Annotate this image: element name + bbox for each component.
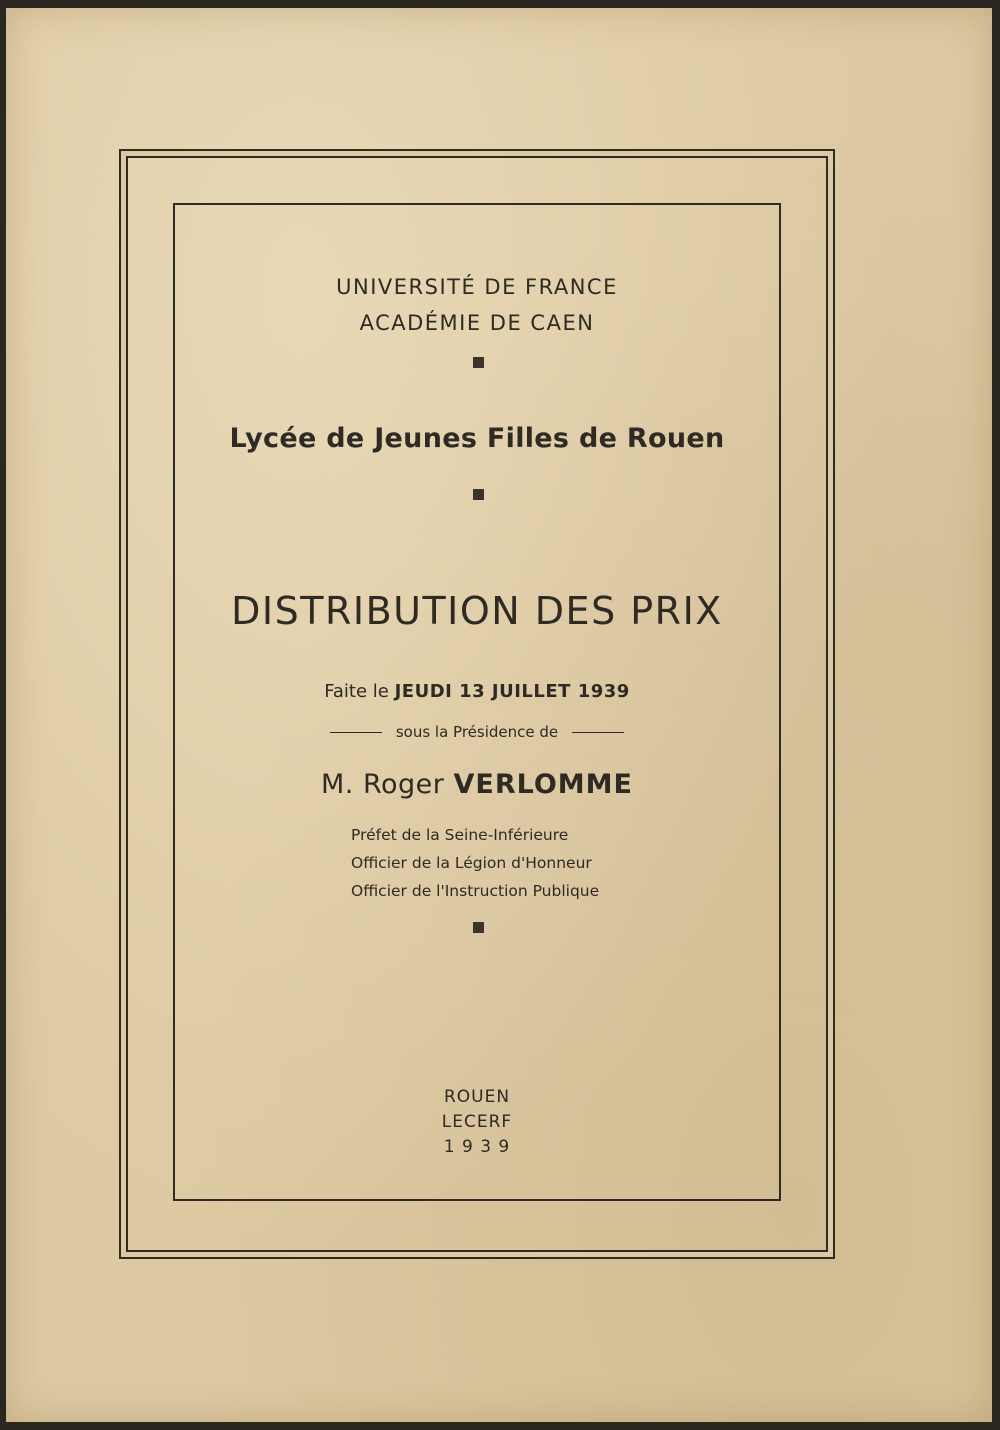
publisher-city: ROUEN (443, 1087, 511, 1107)
square-ornament-icon (473, 357, 484, 368)
publisher-name: LECERF (441, 1112, 513, 1132)
university-heading: UNIVERSITÉ DE FRANCE (336, 275, 618, 299)
square-ornament-icon (473, 922, 484, 933)
president-name (175, 769, 779, 800)
right-dash-divider (572, 732, 624, 733)
president-titles (351, 821, 599, 905)
president-title: Officier de l'Instruction Publique (351, 882, 600, 900)
presidence-line (175, 723, 779, 741)
president-title: Officier de la Légion d'Honneur (351, 854, 592, 872)
event-title: DISTRIBUTION DES PRIX (231, 589, 723, 633)
presidence-text: sous la Présidence de (395, 723, 559, 741)
date-value: JEUDI 13 JUILLET 1939 (394, 681, 630, 702)
date-prefix: Faite le (324, 681, 389, 702)
publisher-block (175, 1085, 779, 1160)
president-last-name: VERLOMME (453, 769, 633, 800)
cover-content (175, 205, 779, 1199)
square-ornament-icon (473, 489, 484, 500)
publisher-year: 1 9 3 9 (443, 1137, 511, 1157)
academy-heading: ACADÉMIE DE CAEN (359, 311, 595, 335)
president-title: Préfet de la Seine-Inférieure (351, 826, 569, 844)
president-prefix: M. Roger (321, 769, 445, 800)
event-date (175, 681, 779, 702)
booklet-cover (6, 8, 992, 1422)
left-dash-divider (330, 732, 382, 733)
school-name: Lycée de Jeunes Filles de Rouen (229, 423, 725, 454)
